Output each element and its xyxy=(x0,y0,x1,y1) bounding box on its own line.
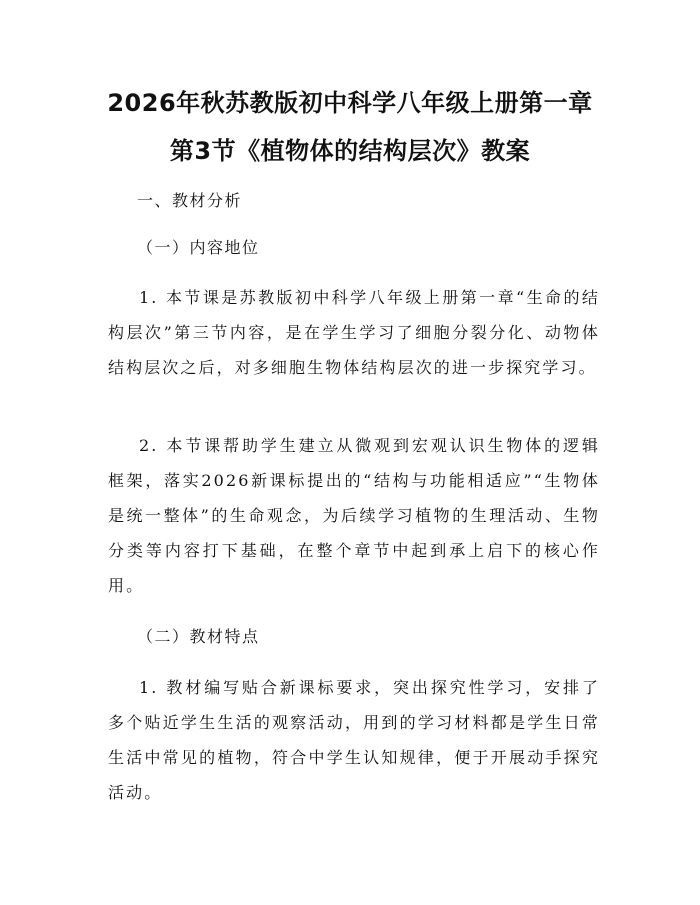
document-title-line-1: 2026年秋苏教版初中科学八年级上册第一章 xyxy=(107,89,593,117)
paragraph-content-position-1: 1. 本节课是苏教版初中科学八年级上册第一章“生命的结构层次”第三节内容，是在学生学习了细胞分裂分化、动物体结构层次之后，对多细胞生物体结构层次的进一步探究学习。 xyxy=(108,288,600,377)
document-title-line-2: 第3节《植物体的结构层次》教案 xyxy=(169,137,531,165)
paragraph-textbook-features-1: 1. 教材编写贴合新课标要求，突出探究性学习，安排了多个贴近学生生活的观察活动，用到的学习材料都是学生日常生活中常见的植物，符合中学生认知规律，便于开展动手探究活动。 xyxy=(108,678,600,802)
subsection-heading-textbook-features: （二）教材特点 xyxy=(137,627,260,646)
subsection-heading-content-position: （一）内容地位 xyxy=(137,238,260,257)
paragraph-content-position-2: 2. 本节课帮助学生建立从微观到宏观认识生物体的逻辑框架，落实2026新课标提出的“结构与功能相适应”“生物体是统一整体”的生命观念，为后续学习植物的生理活动、生物分类等内容打下基础，在整个章节中起到承上启下的核心作用。 xyxy=(108,436,600,595)
section-heading-textbook-analysis: 一、教材分析 xyxy=(137,191,243,210)
